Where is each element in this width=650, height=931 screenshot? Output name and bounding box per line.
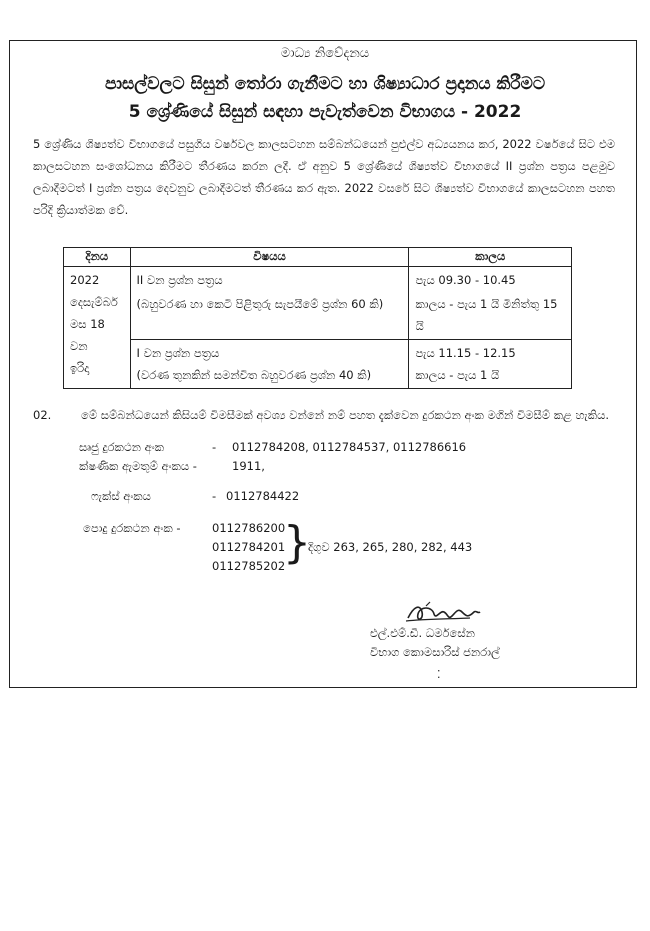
inquiry-section <box>33 405 618 425</box>
extension-numbers: දිගුව 263, 265, 280, 282, 443 <box>308 540 473 554</box>
header-subject: විෂයය <box>130 248 409 267</box>
intro-paragraph: 5 ශ්‍රේණිය ශිෂ්‍යත්ව විභාගයේ පසුගිය වර්ෂවල කාලසටහන සම්බන්ධයෙන් පුළුල්ව අධ්‍යයනය කර, 2022 වර්ෂයේ සිට එම කාලසටහන සංශෝධනය කිරීමට තීරණය කරන ලදී. ඒ අනුව 5 ශ්‍රේණියේ ශිෂ්‍යත්ව විභාගයේ II ප්‍රශ්න පත්‍රය පළමුව ලබාදීමටත් I ප්‍රශ්න පත්‍රය දෙවනුව ලබාදීමටත් තීරණය කර ඇත. 2022 වසරේ සිට ශිෂ්‍යත්ව විභාගයේ කාලසටහන පහත පරිදි ක්‍රියාත්මක වේ. <box>33 137 615 217</box>
subject-cell <box>130 340 409 389</box>
direct-phone-numbers: 0112784208, 0112784537, 0112786616 <box>232 440 467 454</box>
time-cell <box>409 340 572 389</box>
header-date: දිනය <box>64 248 131 267</box>
table-row <box>64 267 572 340</box>
general-phone-2: 0112784201 <box>212 540 286 554</box>
hotline-label: ක්ෂණික ඇමතුම් අංකය - <box>79 459 197 473</box>
header-time: කාලය <box>409 248 572 267</box>
date-day: මස 18 වන <box>70 317 105 353</box>
fax-separator: - <box>212 489 217 503</box>
subject-title: I වන ප්‍රශ්න පත්‍රය <box>136 346 220 360</box>
date-month: දෙසැම්බර් <box>70 295 118 309</box>
general-phone-1: 0112786200 <box>212 521 286 535</box>
fax-number: 0112784422 <box>226 489 300 503</box>
general-phone-label: පොදු දුරකථන අංක - <box>83 521 181 535</box>
signature-image <box>404 600 484 626</box>
time-duration: කාලය - පැය 1 යි මිනිත්තු 15 යි <box>415 297 558 333</box>
table-row <box>64 340 572 389</box>
subject-detail: (වරණ තුනකින් සමන්විත බහුවරණ ප්‍රශ්න 40 කි) <box>136 368 372 382</box>
signatory-title: විභාග කොමසාරිස් ජනරාල් <box>370 645 500 659</box>
subject-title: II වන ප්‍රශ්න පත්‍රය <box>136 273 223 287</box>
time-range: පැය 11.15 - 12.15 <box>415 346 516 360</box>
stray-mark: ⁚ <box>437 668 441 681</box>
date-year: 2022 <box>70 273 100 287</box>
notice-title-line2: 5 ශ්‍රේණියේ සිසුන් සඳහා පැවැත්වෙන විභාගය - 2022 <box>128 102 522 122</box>
time-duration: කාලය - පැය 1 යි <box>415 368 500 382</box>
date-weekday: ඉරිදා <box>70 361 90 375</box>
hotline-number: 1911, <box>232 459 265 473</box>
general-phone-3: 0112785202 <box>212 559 286 573</box>
table-header-row <box>64 248 572 267</box>
date-cell <box>64 267 131 389</box>
exam-schedule-table <box>63 247 572 389</box>
section-number: 02. <box>33 408 52 422</box>
time-cell <box>409 267 572 340</box>
time-range: පැය 09.30 - 10.45 <box>415 273 516 287</box>
fax-label: ෆැක්ස් අංකය <box>91 489 151 503</box>
direct-phone-label: සෘජු දුරකථන අංක <box>79 440 165 454</box>
direct-phone-separator: - <box>212 440 217 454</box>
notice-label: මාධ්‍ය නිවේදනය <box>280 46 370 61</box>
subject-cell <box>130 267 409 340</box>
signatory-name: එල්.එම්.ඩී. ධර්මසේන <box>370 626 475 640</box>
notice-title-line1: පාසල්වලට සිසුන් තෝරා ගැනීමට හා ශිෂ්‍යාධාර ප්‍රදානය කිරීමට <box>104 74 546 94</box>
inquiry-text: මේ සම්බන්ධයෙන් කිසියම් විමසීමක් අවශ්‍ය වන්නේ නම් පහත දැක්වෙන දුරකථන අංක මගින් විමසීම් කළ හැකිය. <box>81 408 610 422</box>
brace-icon: } <box>283 517 311 568</box>
subject-detail: (බහුවරණ හා කෙටි පිළිතුරු සැපයීමේ ප්‍රශ්න 60 කි) <box>136 297 384 311</box>
